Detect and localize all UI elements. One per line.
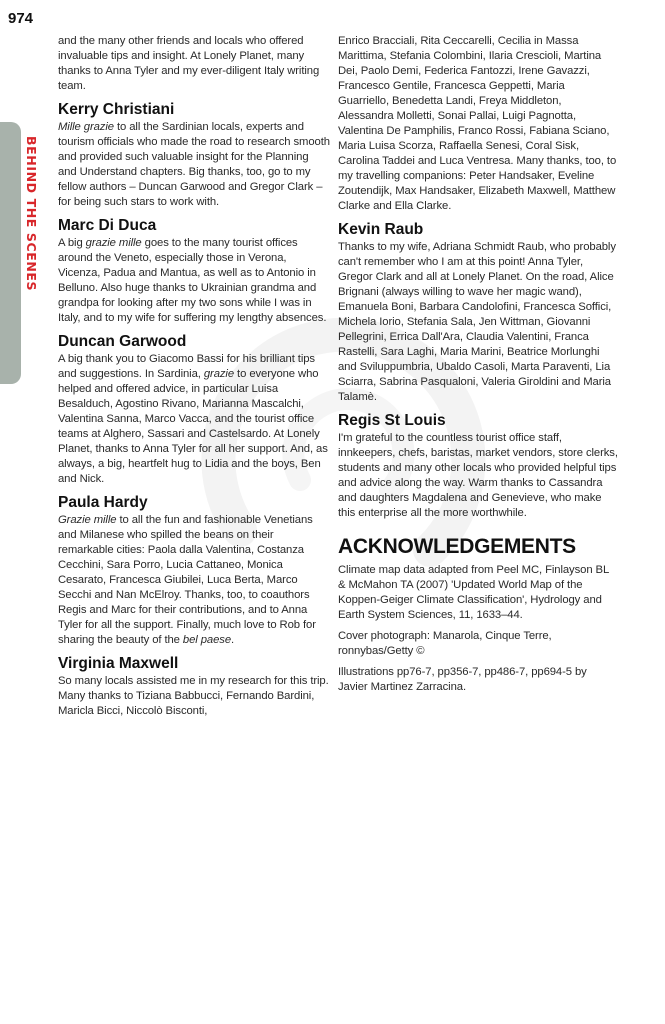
italic-phrase: bel paese — [182, 634, 231, 646]
acknowledgement-paragraph: Cover photograph: Manarola, Cinque Terre, ronnybas/Getty © — [338, 630, 552, 657]
paragraph-text: . — [231, 634, 235, 646]
acknowledgements-heading: ACKNOWLEDGEMENTS — [338, 535, 576, 558]
author-heading: Paula Hardy — [58, 494, 148, 511]
author-paragraph — [58, 120, 330, 210]
italic-phrase: Mille grazie — [58, 121, 114, 133]
italic-phrase: grazie mille — [85, 237, 142, 249]
italic-phrase: grazie — [203, 368, 235, 380]
paragraph-text: to all the fun and fashionable Venetians and Milanese who spilled the beans on their remarkable cities: Paola dalla Valentina, Costanza Cecchini, Sara Porro, Lucia Cattaneo, Monica Cesarato, Francesca Giubilei, Luca Berta, Marco Secchi and Nan McElroy. Thanks, too, to coauthors Regis and Marc for their contributions, and to Anna Tyler for all the support. Finally, much love to Rob for sharing the beauty of the — [58, 514, 316, 646]
author-paragraph — [58, 513, 330, 648]
author-paragraph: I'm grateful to the countless tourist office staff, innkeepers, chefs, baristas, market vendors, store clerks, students and many other locals who provided helpful tips and advice along the way. Warm thanks to Cassandra and daughters Magdalena and Genevieve, who make this enterprise all the more worthwhile. — [338, 432, 618, 519]
author-heading: Kerry Christiani — [58, 101, 175, 118]
acknowledgement-paragraph: Climate map data adapted from Peel MC, Finlayson BL & McMahon TA (2007) 'Updated World Map of the Koppen-Geiger Climate Classification', Hydrology and Earth System Sciences, 11, 1633–44. — [338, 564, 609, 621]
intro-paragraph: and the many other friends and locals who offered invaluable tips and insight. At Lonely Planet, many thanks to Anna Tyler and my ever-diligent Italy writing team. — [58, 35, 320, 92]
paragraph-text: A big — [58, 237, 86, 249]
author-heading: Regis St Louis — [338, 412, 446, 429]
author-paragraph: Thanks to my wife, Adriana Schmidt Raub, who probably can't remember who I am at this point! Anna Tyler, Gregor Clark and all at Lonely Planet. On the road, Alice Brignani (always willing to wave her magic wand), Emanuela Boni, Barbara Candolofini, Francesca Soffici, Michela Iorio, Stefania Sala, Jen Wittman, Giovanni Pellegrini, Errica Dall'Ara, Claudia Valentini, Franca Rastelli, Sara Laghi, Maria Marini, Beatrice Morlunghi and Sviluppumbria, Ubaldo Casoli, Marta Paraventi, Lia Sciarra, Sabrina Pasqualoni, Valeria Giroldini and Maria Talamè. — [338, 241, 616, 403]
left-column — [58, 34, 330, 725]
author-heading: Kevin Raub — [338, 221, 424, 238]
author-paragraph: So many locals assisted me in my research for this trip. Many thanks to Tiziana Babbucci, Fernando Bardini, Maricla Bicci, Niccolò Bisconti, — [58, 675, 329, 717]
section-side-label: BEHIND THE SCENES — [24, 136, 39, 292]
author-heading: Marc Di Duca — [58, 217, 157, 234]
italic-phrase: Grazie mille — [58, 514, 117, 526]
paragraph-text: goes to the many tourist offices around the Veneto, especially those in Verona, Vicenza, Padua and Mantua, as well as to Antonio in Belluno. Also huge thanks to Ukrainian grandma and grandpa for looking after my two sons while I was in Italy, and to my wife for suffering my lengthy absences. — [58, 237, 327, 324]
continuation-paragraph: Enrico Bracciali, Rita Ceccarelli, Cecilia in Massa Marittima, Stefania Colombini, Ilaria Crescioli, Martina Dei, Paolo Demi, Federica Fantozzi, Irene Gavazzi, Francesco Gentile, Francesca Geppetti, Maria Guarriello, Benedetta Landi, Freya Middleton, Alessandra Molletti, Sonai Pallai, Luigi Pagnotta, Valentina De Pamphilis, Franco Rossi, Fabiana Sciano, Maria Luisa Scorza, Raffaella Senesi, Coral Sisk, Carolina Taddei and Luca Ventresa. Many thanks, too, to my travelling companions: Peter Handsaker, Eveline Zoutendijk, Max Handsaker, Elizabeth Maxwell, Matthew Clarke and Ella Clarke. — [338, 35, 617, 212]
acknowledgement-paragraph: Illustrations pp76-7, pp356-7, pp486-7, pp694-5 by Javier Martinez Zarracina. — [338, 666, 587, 693]
paragraph-text: to all the Sardinian locals, experts and tourism officials who made the road to research smooth and provided such valuable insight for the Planning and Understand chapters. Big thanks, too, go to my fellow authors – Duncan Garwood and Gregor Clark – for being such stars to work with. — [58, 121, 330, 208]
author-heading: Duncan Garwood — [58, 333, 187, 350]
paragraph-text: A big thank you to Giacomo Bassi for his brilliant tips and suggestions. In Sardinia, — [58, 353, 315, 380]
paragraph-text: to everyone who helped and offered advice, in particular Luisa Besalduch, Agostino Rivano, Marianna Mascalchi, Valentina Sanna, Marco Vacca, and the tourist office teams at Alghero, Sassari and Castelsardo. At Lonely Planet, thanks to Anna Tyler for all her support. And, as always, a big, heartfelt hug to Lidia and the boys, Ben and Nick. — [58, 368, 328, 485]
section-side-tab — [0, 122, 21, 384]
author-heading: Virginia Maxwell — [58, 655, 179, 672]
author-paragraph — [58, 236, 330, 326]
right-column — [338, 34, 618, 701]
author-paragraph — [58, 352, 330, 487]
page-number: 974 — [8, 10, 34, 27]
